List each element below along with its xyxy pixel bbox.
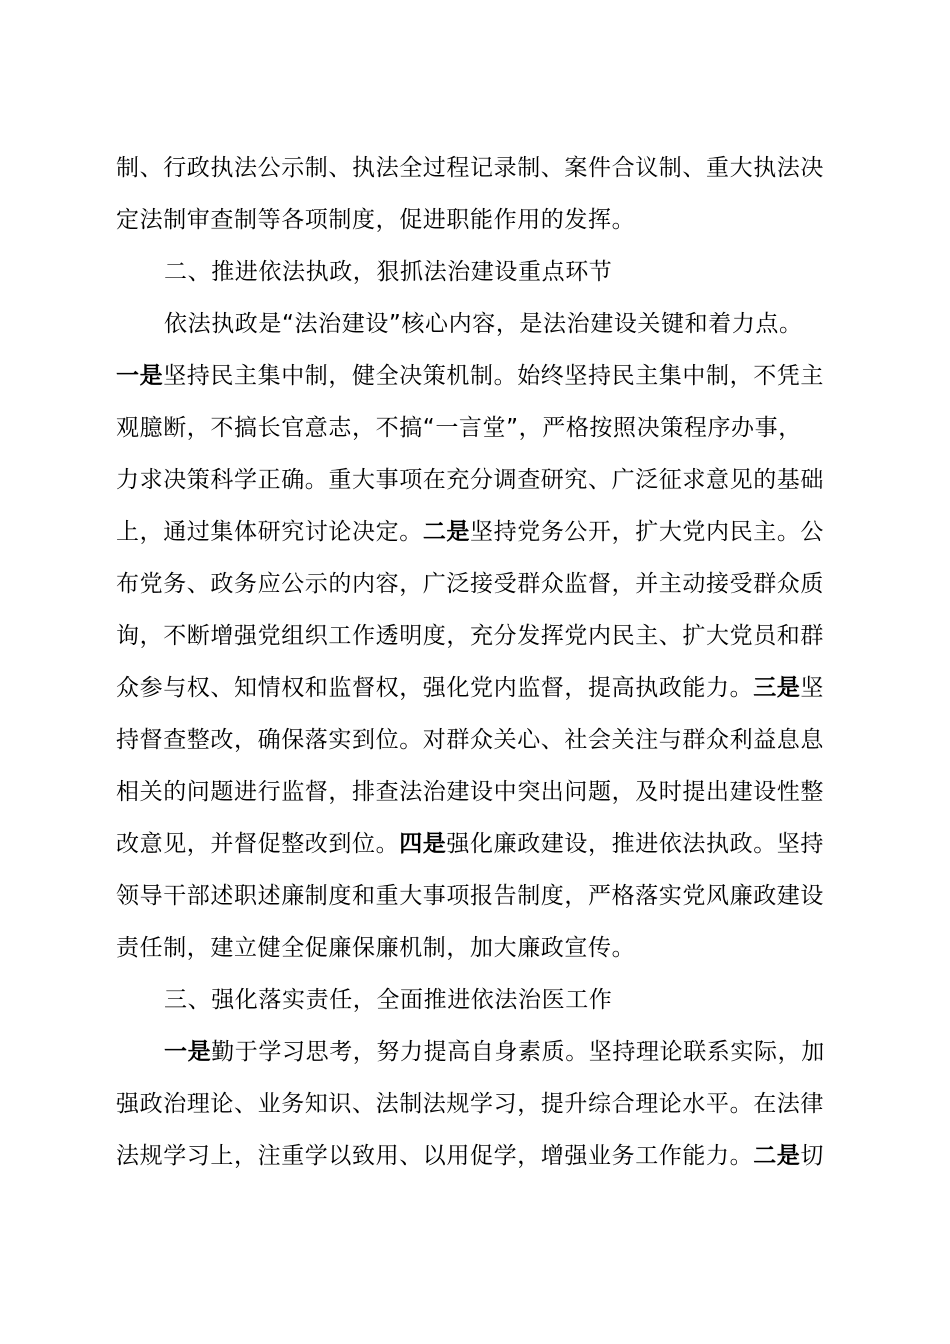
text-line: 一是勤于学习思考，努力提高自身素质。坚持理论联系实际，加 xyxy=(164,1039,825,1065)
text-line: 改意见，并督促整改到位。四是强化廉政建设，推进依法执政。坚持 xyxy=(116,831,825,857)
bold-marker: 一是 xyxy=(116,363,164,389)
bold-marker: 一是 xyxy=(164,1039,212,1065)
text-line: 上，通过集体研究讨论决定。二是坚持党务公开，扩大党内民主。公 xyxy=(116,519,825,545)
text-line: 观臆断，不搞长官意志，不搞“一言堂”，严格按照决策程序办事， xyxy=(116,415,802,441)
bold-marker: 二是 xyxy=(422,519,471,545)
text-line: 众参与权、知情权和监督权，强化党内监督，提高执政能力。三是坚 xyxy=(116,675,825,701)
text-line: 制、行政执法公示制、执法全过程记录制、案件合议制、重大执法决 xyxy=(116,155,824,181)
section-heading: 三、强化落实责任，全面推进依法治医工作 xyxy=(164,987,613,1013)
text-line: 法规学习上，注重学以致用、以用促学，增强业务工作能力。二是切 xyxy=(116,1143,825,1169)
text-line: 定法制审查制等各项制度，促进职能作用的发挥。 xyxy=(116,207,636,233)
bold-marker: 三是 xyxy=(753,675,801,701)
text-line: 力求决策科学正确。重大事项在充分调查研究、广泛征求意见的基础 xyxy=(116,467,824,493)
text-line: 强政治理论、业务知识、法制法规学习，提升综合理论水平。在法律 xyxy=(116,1091,824,1117)
text-line: 相关的问题进行监督，排查法治建设中突出问题，及时提出建设性整 xyxy=(116,779,824,805)
text-line: 一是坚持民主集中制，健全决策机制。始终坚持民主集中制，不凭主 xyxy=(116,363,825,389)
text-line: 持督查整改，确保落实到位。对群众关心、社会关注与群众利益息息 xyxy=(116,727,824,753)
text-line: 依法执政是“法治建设”核心内容，是法治建设关键和着力点。 xyxy=(164,311,803,337)
section-heading: 二、推进依法执政，狠抓法治建设重点环节 xyxy=(164,259,613,285)
text-line: 领导干部述职述廉制度和重大事项报告制度，严格落实党风廉政建设 xyxy=(116,883,824,909)
text-line: 布党务、政务应公示的内容，广泛接受群众监督，并主动接受群众质 xyxy=(116,571,824,597)
text-line: 责任制，建立健全促廉保廉机制，加大廉政宣传。 xyxy=(116,935,636,961)
bold-marker: 四是 xyxy=(399,831,447,857)
text-line: 询，不断增强党组织工作透明度，充分发挥党内民主、扩大党员和群 xyxy=(116,623,824,649)
bold-marker: 二是 xyxy=(753,1143,801,1169)
